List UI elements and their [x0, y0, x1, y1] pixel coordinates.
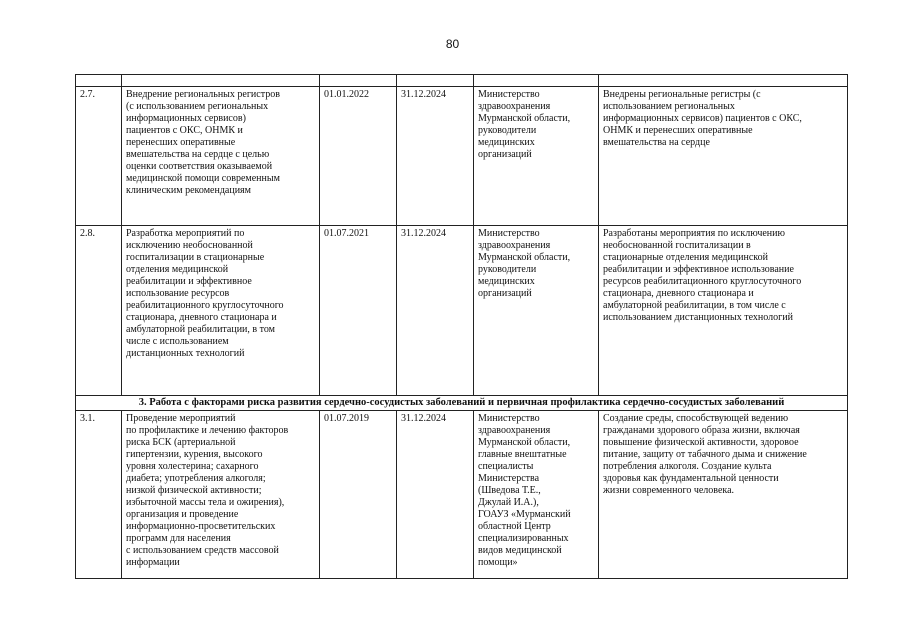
responsible-party: Министерство здравоохранения Мурманской области, руководители медицинских организаций [474, 87, 599, 226]
header-cell [122, 75, 320, 87]
expected-result: Внедрены региональные регистры (с использованием региональных информационных сервисов) пациентов с ОКС, ОНМК и перенесших оперативные вмешательства на сердце [599, 87, 848, 226]
header-cell [320, 75, 397, 87]
table-header-row [76, 75, 848, 87]
expected-result: Создание среды, способствующей ведению гражданами здорового образа жизни, включая повышение физической активности, здоровое питание, защиту от табачного дыма и снижение потребления алкоголя. Создание культа здоровья как фундаментальной ценности жизни современного человека. [599, 411, 848, 579]
start-date: 01.07.2021 [320, 226, 397, 396]
start-date: 01.07.2019 [320, 411, 397, 579]
start-date: 01.01.2022 [320, 87, 397, 226]
measures-table [75, 74, 848, 579]
measure-name: Разработка мероприятий по исключению необоснованной госпитализации в стационарные отделения медицинской реабилитации и эффективное использование ресурсов реабилитационного круглосуточного стационара, дневного стационара и амбулаторной реабилитации, в том числе с использованием дистанционных технологий [122, 226, 320, 396]
end-date: 31.12.2024 [397, 226, 474, 396]
table-row [76, 411, 848, 579]
end-date: 31.12.2024 [397, 87, 474, 226]
measure-name: Проведение мероприятий по профилактике и лечению факторов риска БСК (артериальной гипертензии, курения, высокого уровня холестерина; сахарного диабета; употребления алкоголя; низкой физической активности; избыточной массы тела и ожирения), организация и проведение информационно-просветительских программ для населения с использованием средств массовой информации [122, 411, 320, 579]
row-number: 2.7. [76, 87, 122, 226]
responsible-party: Министерство здравоохранения Мурманской области, главные внештатные специалисты Министерства (Шведова Т.Е., Джулай И.А.), ГОАУЗ «Мурманский областной Центр специализированных видов медицинской помощи» [474, 411, 599, 579]
row-number: 2.8. [76, 226, 122, 396]
row-number: 3.1. [76, 411, 122, 579]
header-cell [76, 75, 122, 87]
table-row [76, 87, 848, 226]
measure-name: Внедрение региональных регистров (с использованием региональных информационных сервисов) пациентов с ОКС, ОНМК и перенесших оперативные вмешательства на сердце с целью оценки соответствия оказываемой медицинской помощи современным клиническим рекомендациям [122, 87, 320, 226]
header-cell [599, 75, 848, 87]
expected-result: Разработаны мероприятия по исключению необоснованной госпитализации в стационарные отделения медицинской реабилитации и эффективное использование ресурсов реабилитационного круглосуточного стационара, дневного стационара и амбулаторной реабилитации, в том числе с использованием дистанционных технологий [599, 226, 848, 396]
section-title: 3. Работа с факторами риска развития сердечно-сосудистых заболеваний и первичная профилактика сердечно-сосудистых заболеваний [76, 396, 848, 411]
end-date: 31.12.2024 [397, 411, 474, 579]
header-cell [397, 75, 474, 87]
page-number: 80 [445, 37, 460, 51]
table-row [76, 226, 848, 396]
header-cell [474, 75, 599, 87]
section-header-row [76, 396, 848, 411]
responsible-party: Министерство здравоохранения Мурманской области, руководители медицинских организаций [474, 226, 599, 396]
